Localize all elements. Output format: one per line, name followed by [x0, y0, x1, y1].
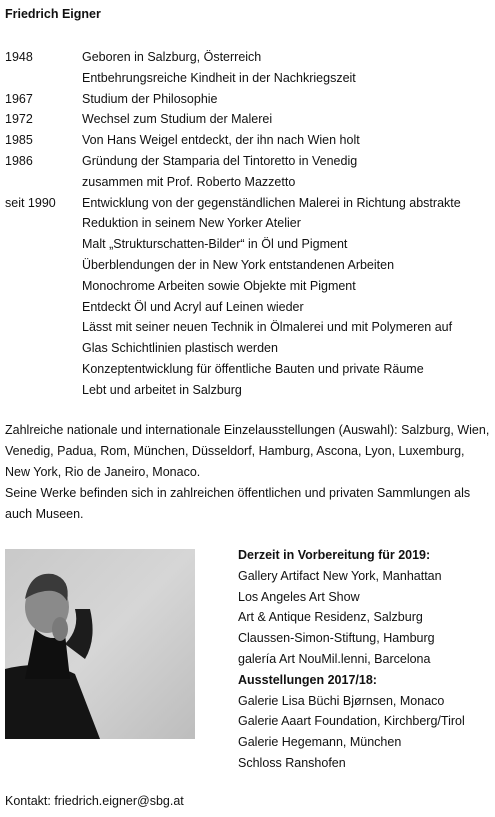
cv-entry: Von Hans Weigel entdeckt, der ihn nach Wien holt	[82, 133, 360, 148]
cv-row	[5, 89, 490, 110]
cv-row	[5, 317, 490, 338]
cv-row	[5, 47, 490, 68]
cv-row	[5, 380, 490, 401]
cv-year: 1972	[5, 112, 33, 127]
cv-entry: Studium der Philosophie	[82, 91, 218, 106]
cv-row	[5, 109, 490, 130]
cv-entry: Malt „Strukturschatten-Bilder“ in Öl und Pigment	[82, 237, 348, 252]
cv-entry: Gründung der Stamparia del Tintoretto in Venedig	[82, 153, 358, 168]
contact-line: Kontakt: friedrich.eigner@sbg.at	[5, 794, 184, 808]
collections-paragraph: Seine Werke befinden sich in zahlreichen öffentlichen und privaten Sammlungen als auch Museen.	[5, 486, 471, 521]
upcoming-item: galería Art NouMil.lenni, Barcelona	[238, 651, 431, 666]
cv-entry: zusammen mit Prof. Roberto Mazzetto	[82, 174, 296, 189]
cv-entry: Entwicklung von der gegenständlichen Malerei in Richtung abstrakte	[82, 195, 461, 210]
cv-row	[5, 255, 490, 276]
cv-row	[5, 359, 490, 380]
cv-row	[5, 297, 490, 318]
past-item: Galerie Lisa Büchi Bjørnsen, Monaco	[238, 693, 445, 708]
cv-entry: Entbehrungsreiche Kindheit in der Nachkriegszeit	[82, 70, 356, 85]
upcoming-item: Gallery Artifact New York, Manhattan	[238, 568, 442, 583]
cv-year: 1948	[5, 50, 33, 64]
cv-row	[5, 172, 490, 193]
exhibitions-paragraph: Zahlreiche nationale und internationale Einzelausstellungen (Auswahl): Salzburg, Wien, Venedig, Padua, Rom, München, Düsseldorf, Hamburg, Ascona, Lyon, Luxemburg, New York, Rio de Janeiro, Monaco.	[5, 423, 490, 479]
cv-entry: Lebt und arbeitet in Salzburg	[82, 382, 242, 397]
cv-entry: Überblendungen der in New York entstandenen Arbeiten	[82, 257, 395, 272]
cv-entry: Geboren in Salzburg, Österreich	[82, 50, 262, 64]
cv-row	[5, 213, 490, 234]
page-title: Friedrich Eigner	[5, 7, 101, 21]
cv-list	[5, 47, 490, 401]
past-item: Schloss Ranshofen	[238, 755, 346, 770]
cv-year: 1985	[5, 133, 33, 148]
upcoming-item: Claussen-Simon-Stiftung, Hamburg	[238, 631, 435, 646]
upcoming-item: Art & Antique Residenz, Salzburg	[238, 610, 423, 625]
cv-entry: Konzeptentwicklung für öffentliche Bauten und private Räume	[82, 361, 424, 376]
cv-year: 1986	[5, 153, 33, 168]
past-item: Galerie Hegemann, München	[238, 735, 402, 750]
cv-year: seit 1990	[5, 195, 56, 210]
cv-entry: Monochrome Arbeiten sowie Objekte mit Pigment	[82, 278, 356, 293]
cv-row	[5, 130, 490, 151]
cv-row	[5, 338, 490, 359]
cv-row	[5, 68, 490, 89]
cv-year: 1967	[5, 91, 33, 106]
cv-entry: Entdeckt Öl und Acryl auf Leinen wieder	[82, 299, 304, 314]
artist-portrait-photo	[5, 549, 195, 739]
cv-row	[5, 151, 490, 172]
past-heading: Ausstellungen 2017/18:	[238, 672, 377, 687]
cv-entry: Glas Schichtlinien plastisch werden	[82, 341, 278, 356]
exhibitions-list	[238, 545, 488, 774]
cv-entry: Lässt mit seiner neuen Technik in Ölmalerei und mit Polymeren auf	[82, 320, 453, 335]
upcoming-heading: Derzeit in Vorbereitung für 2019:	[238, 548, 431, 562]
upcoming-item: Los Angeles Art Show	[238, 589, 360, 604]
cv-entry: Reduktion in seinem New Yorker Atelier	[82, 216, 301, 231]
cv-entry: Wechsel zum Studium der Malerei	[82, 112, 273, 127]
cv-row	[5, 276, 490, 297]
past-item: Galerie Aaart Foundation, Kirchberg/Tirol	[238, 714, 465, 729]
cv-row	[5, 234, 490, 255]
cv-row	[5, 193, 490, 214]
